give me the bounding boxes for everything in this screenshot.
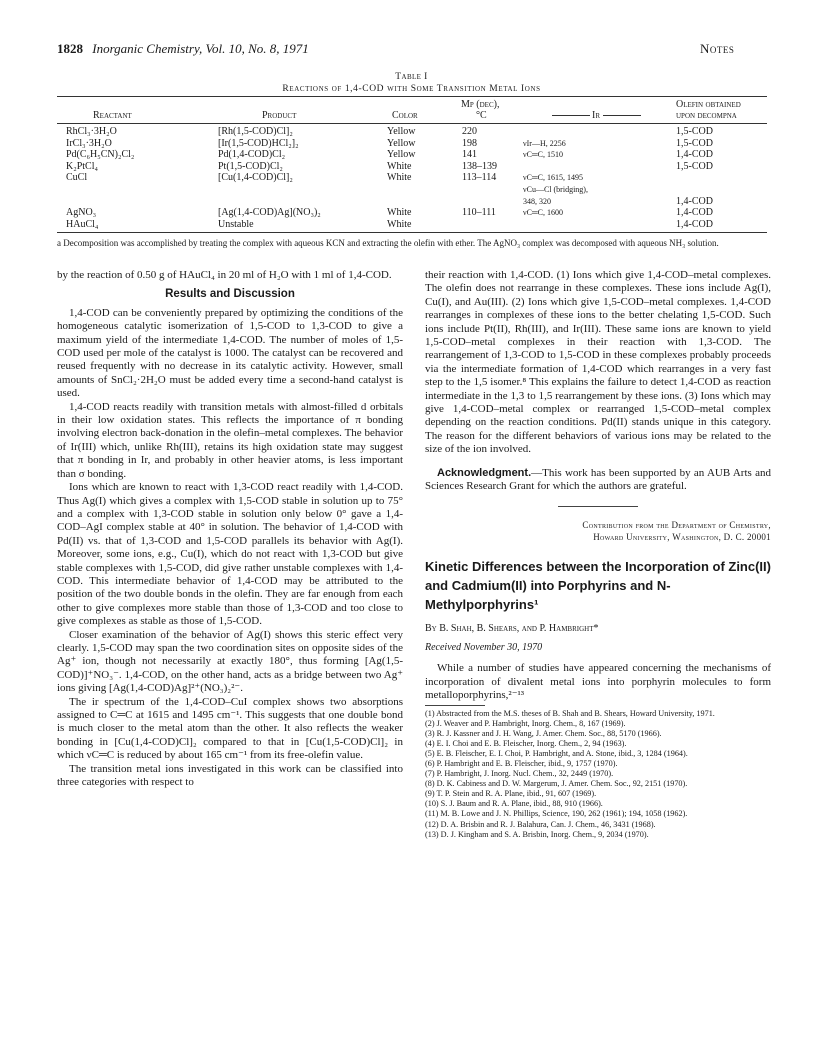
reference-item: (7) P. Hambright, J. Inorg. Nucl. Chem., 32, 2449 (1970).: [425, 769, 614, 779]
table-bottom-rule: [57, 232, 767, 233]
table-cell-ir: νC═C, 1510: [523, 150, 563, 160]
table-cell-ir: νC═C, 1615, 1495: [523, 173, 583, 183]
table-cell-product: [Cu(1,4-COD)Cl]₂: [218, 172, 293, 184]
section-name: Notes: [700, 41, 735, 56]
contribution-line-1: Contribution from the Department of Chemistry,: [582, 519, 771, 530]
reference-list: [425, 709, 771, 840]
table-cell-mp: 198: [462, 137, 477, 149]
page-header-left: [57, 41, 309, 57]
paragraph: 1,4-COD reacts readily with transition metals with almost-filled d orbitals in their low oxidation states. This reflects the importance of π bonding involving electron back-donation in the olefin–metal complexes. The behavior of Ir(III) which, unlike Rh(III), retains its high oxidation state may suggest that π bonding in Ir, and probably in other heavier atoms, is less important than σ bonding.: [57, 400, 403, 480]
table-cell-color: White: [387, 172, 412, 184]
article-intro: While a number of studies have appeared concerning the mechanisms of incorporation of divalent metal ions into porphyrin molecules to form metalloporphyrins,²⁻¹³: [425, 662, 771, 702]
paragraph: The transition metal ions investigated in this work can be classified into three categories with respect to: [57, 762, 403, 789]
table-cell-product: Pd(1,4-COD)Cl₂: [218, 149, 286, 161]
right-column: [425, 269, 771, 840]
table-cell-color: Yellow: [387, 137, 416, 149]
table-cell-ir: νC═C, 1600: [523, 208, 563, 218]
table-cell-reactant: K₂PtCl₄: [66, 160, 98, 172]
table-cell-reactant: CuCl: [66, 172, 88, 184]
table-cell-ir: νIr—H, 2256: [523, 138, 566, 148]
col-header-ir-label: Ir: [592, 110, 600, 121]
table-cell-product: Pt(1,5-COD)Cl₂: [218, 160, 283, 172]
table-top-rule: [57, 96, 767, 97]
table-header-rule: [57, 123, 767, 124]
continuation-paragraph: their reaction with 1,4-COD. (1) Ions which give 1,4-COD–metal complexes. The olefin does not rearrange in these complexes. These ions include Ag(I), Cu(I), and Au(III). (2) Ions which give 1,5-COD–metal complexes. 1,4-COD rearranges in complexes of these ions to the better chelating 1,5-COD. Such ions include Pt(II), Rh(III), and Ir(III). These same ions are known to yield 1,5-COD–metal complexes in their reaction with 1,3-COD. The rearrangement of 1,3-COD to 1,5-COD in these complexes probably proceeds via the intermediate formation of 1,4-COD which rearranges in a very fast step to the 1,5 isomer.⁸ This explains the failure to detect 1,4-COD as reaction intermediate in the 1,3 to 1,5 rearrangement by these ions. (3) Ions which may give 1,4-COD–metal complex or rearranged 1,5-COD–metal complex depending on the reaction conditions. Pd(II) stands unique in this category. The reason for the different behaviors of various ions may be related to the size of the ion involved.: [425, 269, 771, 456]
table-cell-mp: 113–114: [462, 172, 497, 184]
reference-item: (1) Abstracted from the M.S. theses of B. Shah and B. Shears, Howard University, 1971.: [425, 708, 715, 718]
reference-item: (5) E. B. Fleischer, E. I. Choi, P. Hambright, and A. Stone, ibid., 3, 1284 (1964).: [425, 748, 688, 758]
table-footnote: a Decomposition was accomplished by treating the complex with aqueous KCN and extracting the olefin with ether. The AgNO₃ complex was decomposed with aqueous NH₃ solution.: [57, 238, 719, 248]
table-cell-mp: 141: [462, 149, 477, 161]
reference-item: (13) D. J. Kingham and S. A. Brisbin, Inorg. Chem., 9, 2034 (1970).: [425, 829, 649, 839]
table-cell-olefin: 1,5-COD: [676, 160, 713, 172]
table-cell-product: [Ag(1,4-COD)Ag](NO₃)₂: [218, 207, 321, 219]
col-header-olefin-1: Olefin obtained: [676, 99, 741, 110]
col-header-mp-2: °C: [476, 110, 487, 121]
table-cell-reactant: HAuCl₄: [66, 218, 99, 230]
section-heading: Results and Discussion: [165, 288, 295, 301]
reference-item: (9) T. P. Stein and R. A. Plane, ibid., 91, 607 (1969).: [425, 789, 597, 799]
ack-text: —This work has been supported by an AUB Arts and Sciences Research Grant for which the authors are grateful.: [425, 466, 771, 493]
left-column: [57, 269, 403, 789]
article-authors: By B. Shah, B. Shears, and P. Hambright*: [425, 622, 599, 634]
table-cell-product: Unstable: [218, 218, 254, 230]
col-header-color: Color: [392, 110, 418, 121]
table-cell-mp: 220: [462, 126, 477, 137]
paragraph: The ir spectrum of the 1,4-COD–CuI complex shows two absorptions assigned to C═C at 1615 and 1495 cm⁻¹. This suggests that one double bond is much closer to the metal atom than the other. It also reflects the weaker bonding in [Cu(1,4-COD)Cl]₂ compared to that in [Cu(1,5-COD)Cl]₂ in which νC═C is reduced by about 165 cm⁻¹ from its free-olefin value.: [57, 695, 403, 762]
table-cell-product: [Rh(1,5-COD)Cl]₂: [218, 126, 293, 137]
table-cell-reactant: RhCl₃·3H₂O: [66, 126, 117, 137]
acknowledgment: [425, 467, 771, 494]
reference-item: (12) D. A. Brisbin and R. J. Balahura, Can. J. Chem., 46, 3431 (1968).: [425, 819, 656, 829]
paragraph: 1,4-COD can be conveniently prepared by optimizing the conditions of the homogeneous catalytic isomerization of 1,5-COD to 1,3-COD to give a maximum yield of the intermediate 1,4-COD. The number of moles of 1,5-COD used per mole of the catalyst is 1000. The catalyst can be recovered and reused frequently with no decrease in its catalytic activity. However, small amounts of SnCl₂·2H₂O must be added every time a second-hand catalyst is used.: [57, 306, 403, 400]
table-cell-reactant: IrCl₃·3H₂O: [66, 137, 112, 149]
contribution-line-2: Howard University, Washington, D. C. 20001: [593, 531, 771, 542]
reference-item: (2) J. Weaver and P. Hambright, Inorg. Chem., 8, 167 (1969).: [425, 718, 626, 728]
table-cell-olefin: 1,5-COD: [676, 137, 713, 149]
table-cell-color: Yellow: [387, 149, 416, 161]
ack-label: Acknowledgment.: [437, 466, 532, 479]
table-cell-ir: νCu—Cl (bridging),: [523, 185, 588, 194]
table-cell-color: White: [387, 160, 412, 172]
table-cell-reactant: AgNO₃: [66, 207, 97, 219]
reference-item: (3) R. J. Kassner and J. H. Wang, J. Amer. Chem. Soc., 88, 5170 (1966).: [425, 728, 662, 738]
col-header-olefin-2: upon decompna: [676, 110, 737, 121]
paragraph: Closer examination of the behavior of Ag(I) shows this steric effect very clearly. 1,5-COD may span the two coordination sites on opposite sides of the Ag⁺ ion, though not necessarily at exactly 180°, thus forming [Ag(1,5-COD)]⁺NO₃⁻. 1,4-COD, on the other hand, acts as a bridge between two Ag⁺ ions giving [Ag(1,4-COD)Ag]²⁺(NO₃)₂²⁻.: [57, 628, 403, 695]
reference-item: (11) M. B. Lowe and J. N. Phillips, Science, 190, 262 (1961); 194, 1058 (1962).: [425, 809, 688, 819]
reference-item: (8) D. K. Cabiness and D. W. Margerum, J. Amer. Chem. Soc., 92, 2151 (1970).: [425, 779, 688, 789]
table-cell-ir: 348, 320: [523, 196, 551, 206]
table-cell-mp: 138–139: [462, 160, 497, 172]
page-number: 1828: [57, 41, 83, 56]
table-label: Table I: [395, 72, 428, 82]
table-title: Reactions of 1,4-COD with Some Transition Metal Ions: [282, 84, 541, 94]
col-header-reactant: Reactant: [93, 110, 132, 121]
reference-item: (6) P. Hambright and E. B. Fleischer, ibid., 9, 1757 (1970).: [425, 759, 618, 768]
table-cell-color: White: [387, 207, 412, 219]
col-header-mp-1: Mp (dec),: [461, 99, 500, 110]
table-cell-reactant: Pd(C₆H₅CN)₂Cl₂: [66, 149, 135, 161]
table-cell-mp: 110–111: [462, 207, 496, 219]
journal-citation: Inorganic Chemistry, Vol. 10, No. 8, 1971: [92, 41, 309, 56]
paragraph: Ions which are known to react with 1,3-COD react readily with 1,4-COD. Thus Ag(I) which gives a complex with 1,5-COD stable in solution up to 75° and a complex with 1,3-COD stable in solution only below 0° gave a 1,4-COD–AgI complex stable at 40° in solution. The behavior of 1,4-COD with Pd(II) vs. that of 1,3-COD and 1,5-COD parallels its behavior with Ag(I). Moreover, some ions, e.g., Cu(I), which do not react with 1,3-COD but give stable complexes with 1,5-COD, did give rather unstable complexes with 1,4-COD. This intermediate behavior of 1,4-COD may be attributed to the position of the two double bonds in the olefin. They are far enough from each other to give complexes more stable than those of 1,3-COD and too close to give complexes as stable as those of 1,5-COD.: [57, 481, 403, 628]
table-cell-olefin: 1,4-COD: [676, 149, 713, 161]
reference-item: (4) E. I. Choi and E. B. Fleischer, Inorg. Chem., 2, 94 (1963).: [425, 738, 627, 748]
col-header-ir: [536, 110, 656, 122]
table-cell-color: Yellow: [387, 126, 416, 137]
article-title: Kinetic Differences between the Incorporation of Zinc(II) and Cadmium(II) into Porphyrins and N-Methylporphyrins¹: [425, 558, 771, 612]
table-cell-olefin: 1,4-COD: [676, 195, 713, 207]
intro-paragraph: by the reaction of 0.50 g of HAuCl₄ in 20 ml of H₂O with 1 ml of 1,4-COD.: [57, 269, 392, 281]
table-cell-product: [Ir(1,5-COD)HCl₂]₂: [218, 137, 299, 149]
table-cell-color: White: [387, 218, 412, 230]
reference-item: (10) S. J. Baum and R. A. Plane, ibid., 88, 910 (1966).: [425, 799, 603, 809]
table-cell-olefin: 1,5-COD: [676, 126, 713, 137]
table-cell-olefin: 1,4-COD: [676, 218, 713, 230]
section-divider: [558, 506, 638, 507]
reference-divider: [425, 705, 485, 706]
table-cell-olefin: 1,4-COD: [676, 207, 713, 219]
col-header-product: Product: [262, 110, 297, 121]
received-date: Received November 30, 1970: [425, 641, 543, 653]
